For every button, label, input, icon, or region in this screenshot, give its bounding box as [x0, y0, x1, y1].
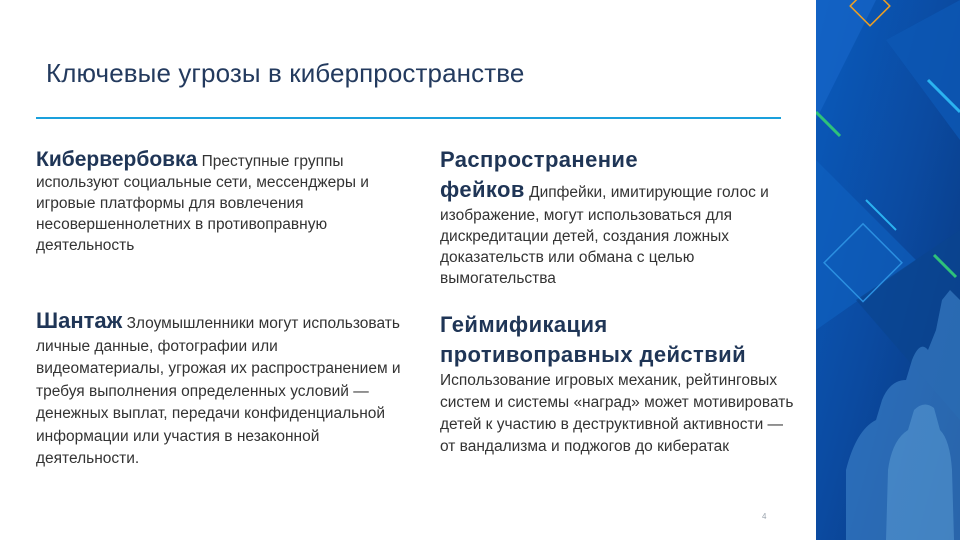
threat-block-gamification: [440, 310, 810, 458]
threat-heading: Шантаж: [36, 308, 123, 333]
decorative-side-panel: [816, 0, 960, 540]
page-title: Ключевые угрозы в киберпространстве: [46, 58, 525, 88]
threat-heading-line2: противоправных действий: [440, 342, 747, 367]
threat-block-fakes: [440, 145, 770, 289]
threat-text: [440, 175, 770, 289]
threat-heading-line2: фейков: [440, 177, 525, 202]
threat-description: Преступные группы используют социальные сети, мессенджеры и игровые платформы для вовлечения несовершеннолетних в противоправную деятельность: [36, 153, 369, 254]
threat-heading: Кибервербовка: [36, 148, 198, 171]
page-number: 4: [762, 512, 767, 521]
threat-block-cyberrecruitment: [36, 149, 406, 256]
threat-text: [36, 149, 406, 256]
threat-text: [36, 310, 406, 471]
threat-description: Злоумышленники могут использовать личные данные, фотографии или видеоматериалы, угрожая их распространением и требуя выполнения определенных условий — денежных выплат, передачи конфиденциальной информации или участия в незаконной деятельности.: [36, 315, 401, 467]
threat-description: Дипфейки, имитирующие голос и изображение, могут использоваться для дискредитации детей, создания ложных доказательств или обмана с целью вымогательства: [440, 184, 769, 287]
threat-block-blackmail: [36, 310, 406, 471]
threat-heading-line1: Геймификация: [440, 312, 608, 337]
title-underline: [36, 117, 781, 119]
threat-heading-line1: Распространение: [440, 147, 638, 172]
threat-description: Использование игровых механик, рейтинговых систем и системы «наград» может мотивировать детей к участию в деструктивной активности — от вандализма и поджогов до кибератак: [440, 372, 794, 455]
